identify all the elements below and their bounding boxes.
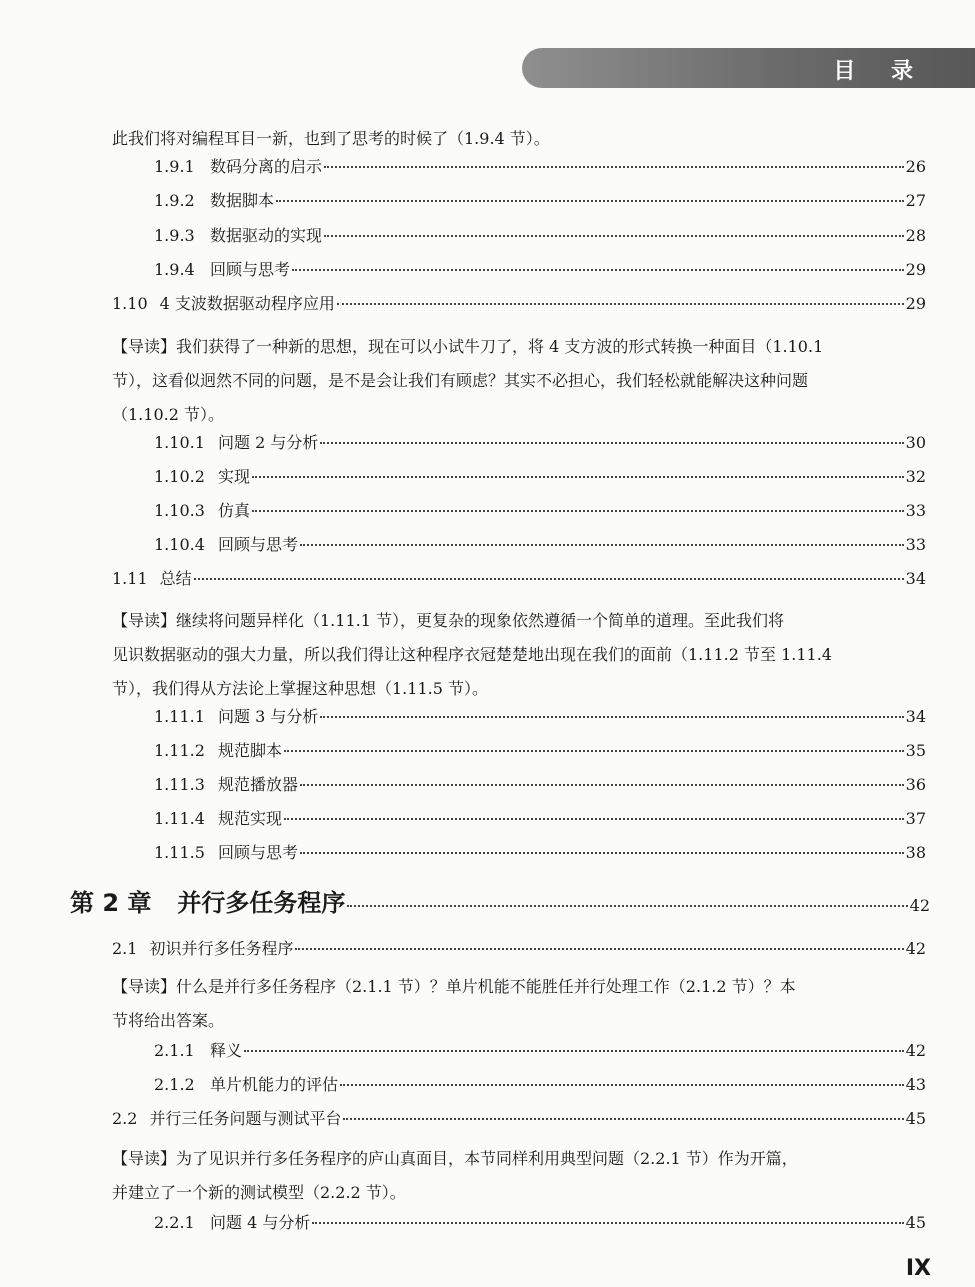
entry-number: 1.9.3 <box>154 226 195 245</box>
toc-chapter-entry[interactable] <box>70 888 930 918</box>
entry-title: 并行三任务问题与测试平台 <box>149 1109 342 1128</box>
dot-leader <box>300 783 904 786</box>
entry-page-number: 30 <box>905 433 926 452</box>
dot-leader <box>252 475 904 478</box>
entry-title: 问题 2 与分析 <box>218 433 319 452</box>
entry-number: 1.9.4 <box>154 260 195 279</box>
entry-page-number: 35 <box>905 741 926 760</box>
entry-page-number: 42 <box>905 1041 926 1060</box>
paragraph-line: 节），这看似迥然不同的问题，是不是会让我们有顾虑？其实不必担心，我们轻松就能解决这种问题 <box>112 371 809 390</box>
toc-subsection-entry[interactable] <box>154 466 926 496</box>
entry-title: 并行多任务程序 <box>177 889 346 917</box>
entry-title: 数据驱动的实现 <box>210 226 323 245</box>
toc-subsection-entry[interactable] <box>154 1040 926 1070</box>
toc-subsection-entry[interactable] <box>154 534 926 564</box>
entry-title: 总结 <box>159 569 192 588</box>
entry-title: 回顾与思考 <box>210 260 291 279</box>
entry-number: 1.10.2 <box>154 467 205 486</box>
entry-page-number: 29 <box>905 260 926 279</box>
dot-leader <box>292 268 904 271</box>
chapter-header-bar <box>522 48 975 88</box>
dot-leader <box>337 302 904 305</box>
entry-number: 2.2.1 <box>154 1213 195 1232</box>
paragraph-line: 【导读】继续将问题异样化（1.11.1 节），更复杂的现象依然遵循一个简单的道理。至此我们将 <box>112 611 784 630</box>
dot-leader <box>347 904 907 907</box>
paragraph-line: （1.10.2 节）。 <box>112 405 224 424</box>
paragraph-line: 【导读】我们获得了一种新的思想，现在可以小试牛刀了，将 4 支方波的形式转换一种面目（1.10.1 <box>112 337 824 356</box>
entry-number: 1.10 <box>112 294 148 313</box>
entry-title: 回顾与思考 <box>218 843 299 862</box>
entry-title: 释义 <box>210 1041 243 1060</box>
entry-title: 问题 4 与分析 <box>210 1213 311 1232</box>
entry-title: 规范播放器 <box>218 775 299 794</box>
entry-number: 1.11.4 <box>154 809 205 828</box>
entry-number: 1.9.1 <box>154 157 195 176</box>
entry-title: 单片机能力的评估 <box>210 1075 339 1094</box>
entry-page-number: 43 <box>905 1075 926 1094</box>
toc-subsection-entry[interactable] <box>154 225 926 255</box>
entry-page-number: 34 <box>905 707 926 726</box>
guide-paragraph <box>112 330 928 432</box>
entry-page-number: 42 <box>905 939 926 958</box>
header-title: 目 录 <box>833 59 927 84</box>
entry-page-number: 42 <box>909 896 930 915</box>
dot-leader <box>276 199 904 202</box>
dot-leader <box>284 749 904 752</box>
entry-number: 2.1.2 <box>154 1075 195 1094</box>
paragraph-line: 见识数据驱动的强大力量，所以我们得让这种程序衣冠楚楚地出现在我们的面前（1.11.2 节至 1.11.4 <box>112 645 832 664</box>
dot-leader <box>312 1221 903 1224</box>
entry-number: 1.11.3 <box>154 775 205 794</box>
dot-leader <box>284 817 904 820</box>
entry-page-number: 38 <box>905 843 926 862</box>
toc-subsection-entry[interactable] <box>154 1212 926 1242</box>
paragraph-line: 并建立了一个新的测试模型（2.2.2 节）。 <box>112 1183 406 1202</box>
toc-subsection-entry[interactable] <box>154 842 926 872</box>
dot-leader <box>252 509 904 512</box>
entry-title: 规范实现 <box>218 809 283 828</box>
dot-leader <box>244 1049 904 1052</box>
entry-number: 2.1.1 <box>154 1041 195 1060</box>
entry-title: 数码分离的启示 <box>210 157 323 176</box>
entry-page-number: 34 <box>905 569 926 588</box>
entry-number: 1.11 <box>112 569 148 588</box>
toc-subsection-entry[interactable] <box>154 808 926 838</box>
entry-number: 2.1 <box>112 939 138 958</box>
paragraph-line: 此我们将对编程耳目一新，也到了思考的时候了（1.9.4 节）。 <box>112 129 550 148</box>
dot-leader <box>300 851 904 854</box>
paragraph-line: 【导读】为了见识并行多任务程序的庐山真面目，本节同样利用典型问题（2.2.1 节）作为开篇， <box>112 1149 798 1168</box>
entry-title: 仿真 <box>218 501 251 520</box>
toc-subsection-entry[interactable] <box>154 706 926 736</box>
paragraph-line: 节将给出答案。 <box>112 1011 225 1030</box>
entry-page-number: 27 <box>905 191 926 210</box>
entry-number: 1.11.5 <box>154 843 205 862</box>
toc-subsection-entry[interactable] <box>154 190 926 220</box>
entry-title: 回顾与思考 <box>218 535 299 554</box>
entry-number: 1.10.1 <box>154 433 205 452</box>
entry-number: 1.10.3 <box>154 501 205 520</box>
entry-number: 1.9.2 <box>154 191 195 210</box>
guide-paragraph <box>112 604 928 706</box>
toc-subsection-entry[interactable] <box>154 1074 926 1104</box>
toc-section-entry[interactable] <box>112 1108 926 1138</box>
guide-paragraph <box>112 970 928 1038</box>
entry-page-number: 33 <box>905 501 926 520</box>
dot-leader <box>194 577 904 580</box>
toc-subsection-entry[interactable] <box>154 774 926 804</box>
toc-subsection-entry[interactable] <box>154 432 926 462</box>
entry-page-number: 29 <box>905 294 926 313</box>
dot-leader <box>324 165 904 168</box>
entry-number: 第 2 章 <box>70 889 152 917</box>
paragraph-line: 【导读】什么是并行多任务程序（2.1.1 节）？单片机能不能胜任并行处理工作（2.1.2 节）？本 <box>112 977 796 996</box>
toc-section-entry[interactable] <box>112 568 926 598</box>
entry-page-number: 32 <box>905 467 926 486</box>
dot-leader <box>320 441 903 444</box>
page-number: IX <box>905 1256 931 1281</box>
entry-number: 1.10.4 <box>154 535 205 554</box>
entry-title: 规范脚本 <box>218 741 283 760</box>
toc-section-entry[interactable] <box>112 938 926 968</box>
entry-page-number: 36 <box>905 775 926 794</box>
entry-number: 2.2 <box>112 1109 138 1128</box>
dot-leader <box>320 715 903 718</box>
toc-subsection-entry[interactable] <box>154 740 926 770</box>
guide-paragraph <box>112 122 928 156</box>
entry-page-number: 28 <box>905 226 926 245</box>
dot-leader <box>340 1083 904 1086</box>
entry-title: 初识并行多任务程序 <box>149 939 294 958</box>
dot-leader <box>295 947 903 950</box>
entry-title: 数据脚本 <box>210 191 275 210</box>
dot-leader <box>343 1117 903 1120</box>
entry-page-number: 45 <box>905 1109 926 1128</box>
entry-number: 1.11.1 <box>154 707 205 726</box>
entry-title: 问题 3 与分析 <box>218 707 319 726</box>
entry-page-number: 45 <box>905 1213 926 1232</box>
toc-subsection-entry[interactable] <box>154 156 926 186</box>
dot-leader <box>324 234 904 237</box>
toc-subsection-entry[interactable] <box>154 500 926 530</box>
entry-title: 实现 <box>218 467 251 486</box>
toc-subsection-entry[interactable] <box>154 259 926 289</box>
entry-number: 1.11.2 <box>154 741 205 760</box>
toc-section-entry[interactable] <box>112 293 926 323</box>
entry-page-number: 33 <box>905 535 926 554</box>
entry-title: 4 支波数据驱动程序应用 <box>159 294 335 313</box>
dot-leader <box>300 543 904 546</box>
paragraph-line: 节），我们得从方法论上掌握这种思想（1.11.5 节）。 <box>112 679 488 698</box>
entry-page-number: 26 <box>905 157 926 176</box>
guide-paragraph <box>112 1142 928 1210</box>
entry-page-number: 37 <box>905 809 926 828</box>
